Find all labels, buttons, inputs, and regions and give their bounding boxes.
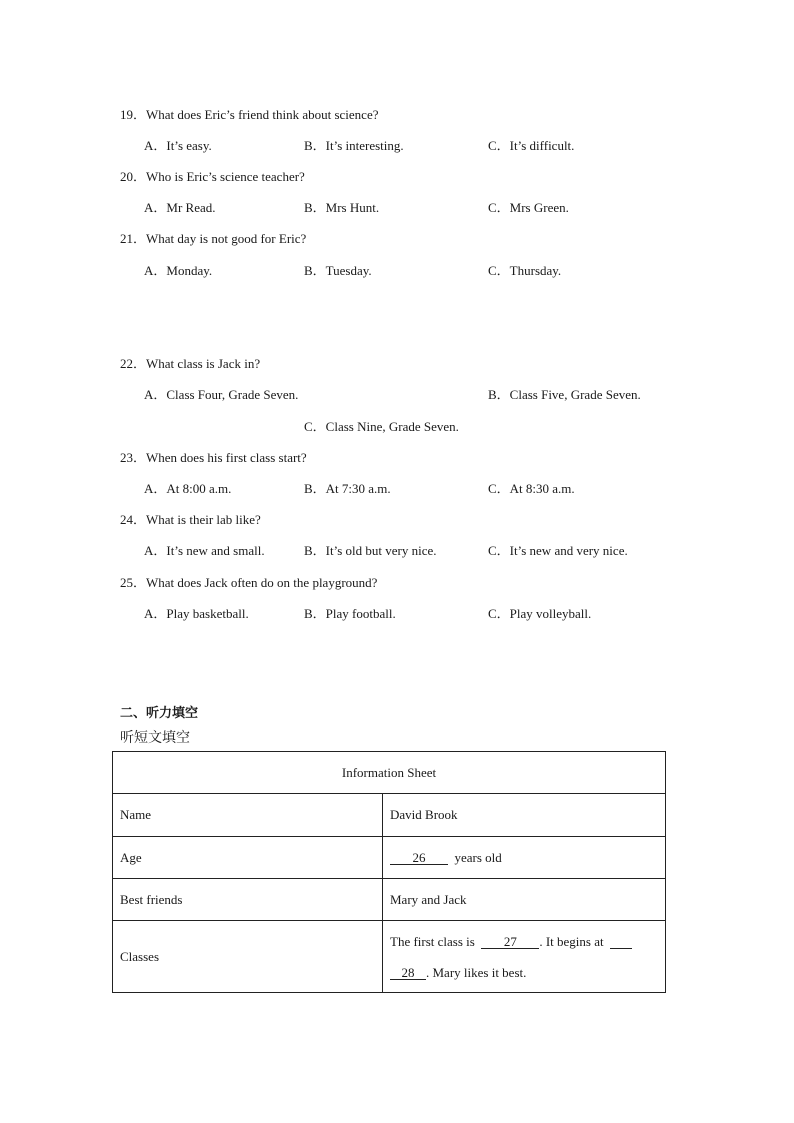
information-sheet-table: [112, 751, 666, 993]
question-text: What day is not good for Eric?: [146, 231, 307, 246]
question-number: 22．: [120, 356, 147, 371]
question-21: [120, 228, 306, 247]
question-number: 19．: [120, 107, 147, 122]
option-b: B．It’s old but very nice.: [304, 543, 437, 558]
question-25: [120, 572, 377, 591]
classes-text-1: The first class is: [390, 933, 475, 949]
question-text: Who is Eric’s science teacher?: [146, 169, 305, 184]
classes-label: Classes: [113, 921, 383, 993]
option-b: B．Mrs Hunt.: [304, 200, 380, 215]
age-label: Age: [113, 837, 383, 879]
table-row: [113, 921, 666, 993]
option-c: C．Play volleyball.: [488, 606, 592, 621]
question-text: What class is Jack in?: [146, 356, 261, 371]
question-number: 20．: [120, 169, 147, 184]
option-b: B．Tuesday.: [304, 263, 372, 278]
option-a: A．Class Four, Grade Seven.: [144, 387, 299, 402]
question-20: [120, 166, 305, 185]
option-c: C．Class Nine, Grade Seven.: [304, 419, 459, 434]
question-23: [120, 447, 307, 466]
classes-cell: [383, 921, 666, 993]
section-title: 二、听力填空: [120, 706, 199, 721]
question-number: 24．: [120, 512, 147, 527]
option-a: A．It’s easy.: [144, 138, 212, 153]
option-a: A．It’s new and small.: [144, 543, 265, 558]
question-text: When does his first class start?: [146, 450, 307, 465]
table-row: [113, 752, 666, 794]
classes-text-2: . It begins at: [539, 933, 604, 949]
table-row: [113, 794, 666, 837]
question-24: [120, 509, 261, 528]
blank-28: 28: [390, 966, 426, 980]
option-a: A．Mr Read.: [144, 200, 216, 215]
question-19: [120, 104, 379, 123]
question-number: 25．: [120, 575, 147, 590]
classes-text-3: . Mary likes it best.: [426, 964, 527, 980]
option-b: B．It’s interesting.: [304, 138, 404, 153]
blank-27: 27: [481, 935, 539, 949]
question-text: What is their lab like?: [146, 512, 261, 527]
option-c: C．Thursday.: [488, 263, 562, 278]
option-a: A．At 8:00 a.m.: [144, 481, 232, 496]
age-cell: [383, 837, 666, 879]
option-c: C．At 8:30 a.m.: [488, 481, 575, 496]
option-b: B．Class Five, Grade Seven.: [488, 387, 641, 402]
table-row: [113, 837, 666, 879]
option-a: A．Play basketball.: [144, 606, 249, 621]
question-number: 23．: [120, 450, 147, 465]
question-text: What does Eric’s friend think about science?: [146, 107, 379, 122]
friends-label: Best friends: [113, 879, 383, 921]
age-suffix: years old: [454, 849, 502, 865]
table-header: Information Sheet: [113, 752, 666, 794]
option-a: A．Monday.: [144, 263, 213, 278]
question-22: [120, 353, 260, 372]
name-value: David Brook: [383, 794, 666, 837]
option-c: C．It’s new and very nice.: [488, 543, 628, 558]
blank-26: 26: [390, 851, 448, 865]
option-b: B．At 7:30 a.m.: [304, 481, 391, 496]
section-subtitle: 听短文填空: [120, 730, 190, 746]
option-b: B．Play football.: [304, 606, 396, 621]
question-text: What does Jack often do on the playground?: [146, 575, 378, 590]
name-label: Name: [113, 794, 383, 837]
option-c: C．It’s difficult.: [488, 138, 575, 153]
blank-28-line: [610, 935, 632, 949]
option-c: C．Mrs Green.: [488, 200, 569, 215]
question-number: 21．: [120, 231, 147, 246]
table-row: [113, 879, 666, 921]
friends-value: Mary and Jack: [383, 879, 666, 921]
